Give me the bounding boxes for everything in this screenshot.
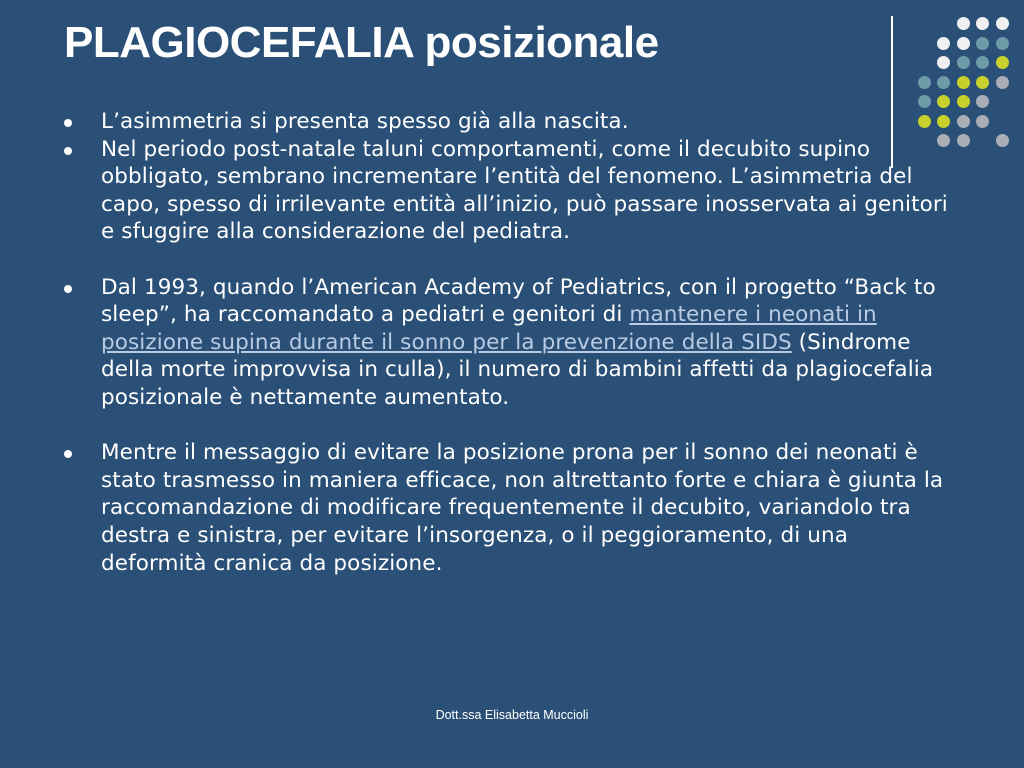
decorative-dot bbox=[996, 134, 1009, 147]
bullet-text: Dal 1993, quando l’American Academy of Pediatrics, con il progetto “Back to sleep”, ha raccomandato a pediatri e genitori di bbox=[101, 274, 936, 328]
decorative-dot bbox=[976, 115, 989, 128]
bullet-text: Mentre il messaggio di evitare la posizione prona per il sonno dei neonati è stato trasmesso in maniera efficace, non altrettanto forte e chiara è giunta la raccomandazione di modificare frequentemente il decubito, variandolo tra destra e sinistra, per evitare l’insorgenza, o il peggioramento, di una deformità cranica da posizione. bbox=[101, 440, 944, 576]
decorative-dot bbox=[957, 56, 970, 69]
decorative-dot bbox=[976, 56, 989, 69]
slide-title: PLAGIOCEFALIA posizionale bbox=[64, 18, 659, 67]
bullet-text: L’asimmetria si presenta spesso già alla nascita. bbox=[101, 109, 629, 134]
decorative-dot bbox=[937, 76, 950, 89]
bullet-dot-icon bbox=[64, 147, 72, 155]
decorative-dot bbox=[976, 95, 989, 108]
decorative-dot bbox=[957, 17, 970, 30]
decorative-dot bbox=[976, 37, 989, 50]
bullet-text-continued: (Sindrome della morte improvvisa in culla), il numero di bambini affetti da plagiocefalia posizionale è nettamente aumentato. bbox=[101, 329, 934, 410]
decorative-dot bbox=[957, 95, 970, 108]
bullet-item bbox=[64, 136, 954, 246]
decorative-dot bbox=[957, 134, 970, 147]
bullet-item bbox=[64, 108, 954, 136]
decorative-dot bbox=[996, 76, 1009, 89]
decorative-dot bbox=[937, 37, 950, 50]
decorative-dot bbox=[996, 37, 1009, 50]
decorative-dot bbox=[918, 95, 931, 108]
bullet-dot-icon bbox=[64, 119, 72, 127]
decorative-dot bbox=[996, 17, 1009, 30]
slide-body bbox=[64, 108, 954, 577]
decorative-dot bbox=[957, 76, 970, 89]
bullet-item bbox=[64, 274, 954, 412]
decorative-dot bbox=[996, 56, 1009, 69]
decorative-dot bbox=[937, 95, 950, 108]
decorative-dot bbox=[957, 115, 970, 128]
bullet-item bbox=[64, 439, 954, 577]
decorative-dot bbox=[918, 76, 931, 89]
bullet-dot-icon bbox=[64, 450, 72, 458]
slide-footer: Dott.ssa Elisabetta Muccioli bbox=[435, 708, 589, 722]
bullet-text: Nel periodo post-natale taluni comportamenti, come il decubito supino obbligato, sembrano incrementare l’entità del fenomeno. L’asimmetria del capo, spesso di irrilevante entità all’inizio, può passare inosservata ai genitori e sfuggire alla considerazione del pediatra. bbox=[101, 136, 948, 245]
decorative-dot bbox=[976, 17, 989, 30]
sids-link[interactable]: mantenere i neonati in posizione supina durante il sonno per la prevenzione della SIDS bbox=[101, 302, 877, 355]
decorative-dot bbox=[957, 37, 970, 50]
decorative-dot bbox=[937, 56, 950, 69]
bullet-dot-icon bbox=[64, 285, 72, 293]
decorative-dot bbox=[976, 76, 989, 89]
